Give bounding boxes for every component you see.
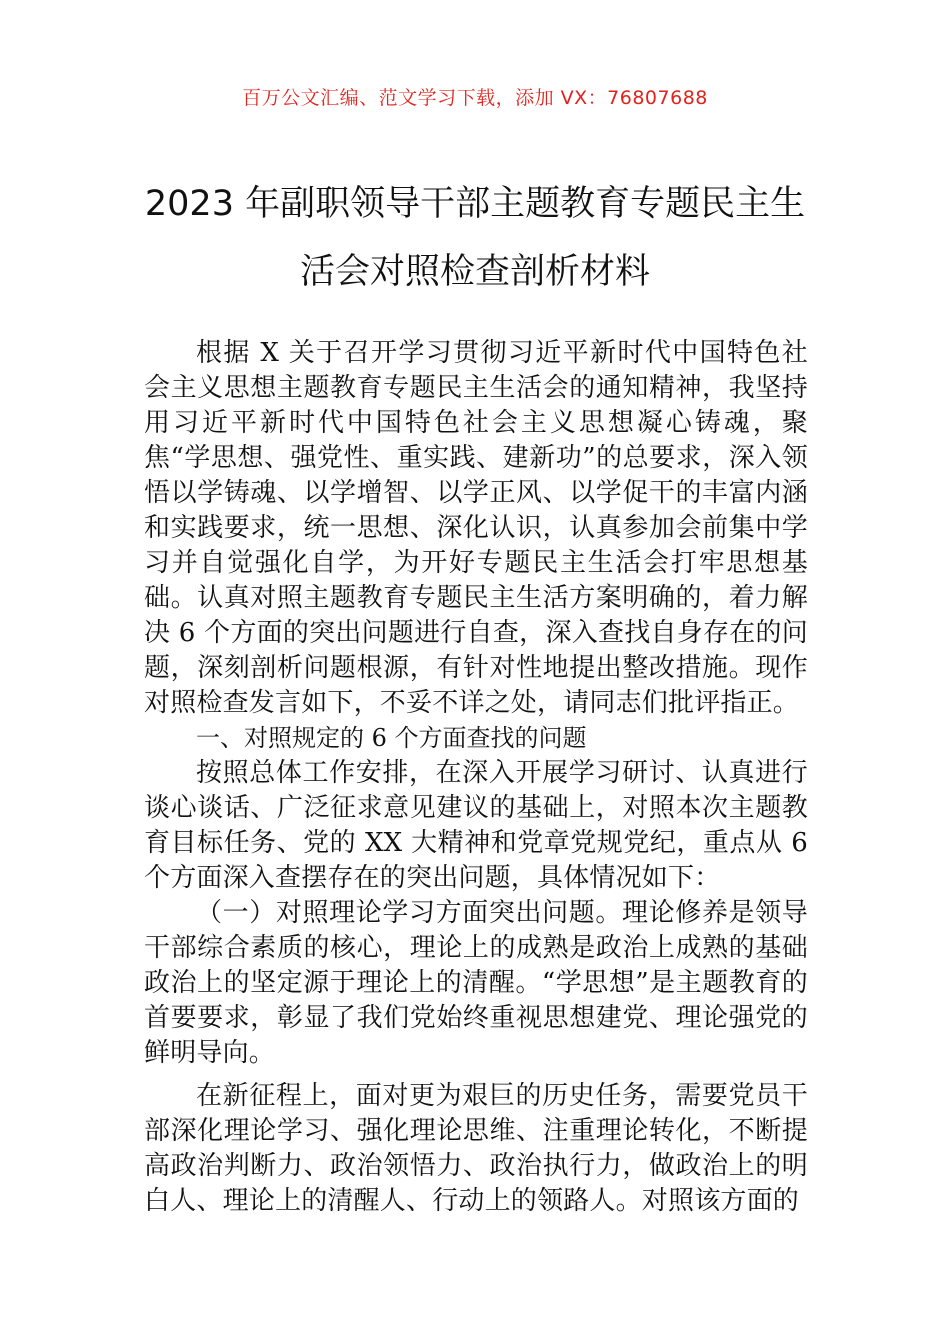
section-1-heading: 一、对照规定的 6 个方面查找的问题 bbox=[196, 724, 587, 752]
header-promo-note: 百万公文汇编、范文学习下载，添加 VX：76807688 bbox=[242, 87, 708, 109]
document-title bbox=[70, 170, 880, 306]
document-body bbox=[144, 336, 808, 1219]
section-1-paragraph: 按照总体工作安排，在深入开展学习研讨、认真进行谈心谈话、广泛征求意见建议的基础上，对照本次主题教育目标任务、党的 XX 大精神和党章党规党纪，重点从 6 个方面深入查摆存在的突出问题，具体情况如下： bbox=[144, 758, 808, 893]
title-line-1: 2023 年副职领导干部主题教育专题民主生 bbox=[144, 184, 806, 224]
intro-paragraph: 根据 X 关于召开学习贯彻习近平新时代中国特色社会主义思想主题教育专题民主生活会的通知精神，我坚持用习近平新时代中国特色社会主义思想凝心铸魂，聚焦“学思想、强党性、重实践、建新功”的总要求，深入领悟以学铸魂、以学增智、以学正风、以学促干的丰富内涵和实践要求，统一思想、深化认识，认真参加会前集中学习并自觉强化自学，为开好专题民主生活会打牢思想基础。认真对照主题教育专题民主生活方案明确的，着力解决 6 个方面的突出问题进行自查，深入查找自身存在的问题，深刻剖析问题根源，有针对性地提出整改措施。现作对照检查发言如下，不妥不详之处，请同志们批评指正。 bbox=[144, 338, 808, 718]
subsection-1-paragraph: （一）对照理论学习方面突出问题。理论修养是领导干部综合素质的核心，理论上的成熟是政治上成熟的基础政治上的坚定源于理论上的清醒。“学思想”是主题教育的首要要求，彰显了我们党始终重视思想建党、理论强党的鲜明导向。 bbox=[144, 898, 808, 1068]
new-journey-paragraph: 在新征程上，面对更为艰巨的历史任务，需要党员干部深化理论学习、强化理论思维、注重理论转化，不断提高政治判断力、政治领悟力、政治执行力，做政治上的明白人、理论上的清醒人、行动上的领路人。对照该方面的 bbox=[144, 1081, 808, 1216]
title-line-2: 活会对照检查剖析材料 bbox=[299, 252, 650, 292]
